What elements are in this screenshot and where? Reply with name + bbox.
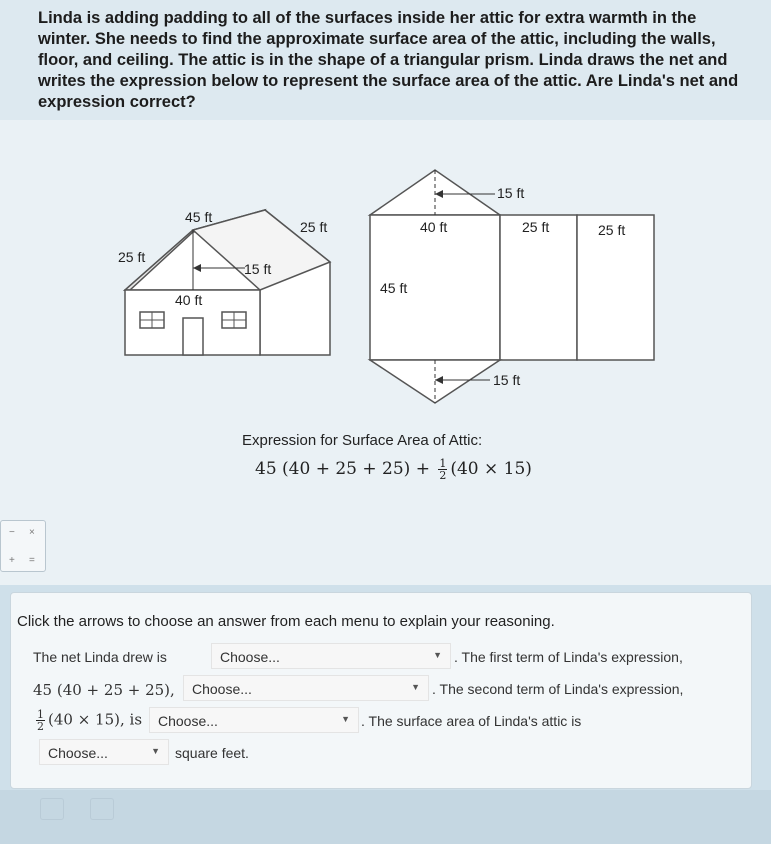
instructions: Click the arrows to choose an answer from each menu to explain your reasoning. bbox=[17, 613, 555, 630]
house-label-45: 45 ft bbox=[185, 209, 213, 225]
house-label-40: 40 ft bbox=[175, 292, 203, 308]
equals-key[interactable]: = bbox=[29, 555, 35, 566]
door bbox=[183, 318, 203, 355]
math-keypad[interactable] bbox=[0, 520, 46, 572]
dropdown-second-term-value: Choose... bbox=[158, 713, 218, 729]
toolbar-button-right[interactable] bbox=[90, 798, 114, 820]
bottom-toolbar bbox=[0, 790, 771, 844]
expression-label: Expression for Surface Area of Attic: bbox=[242, 432, 483, 449]
question-text: Linda is adding padding to all of the surfaces inside her attic for extra warmth in the winter. She needs to find the approximate surface area of the attic, including the walls, floor, and ceiling. The attic is in the shape of a triangular prism. Linda draws the net and writes the expression below to represent the surface area of the attic. Are Linda's net and expression correct? bbox=[0, 0, 771, 120]
dropdown-first-term-value: Choose... bbox=[192, 681, 252, 697]
row3-suffix: . The surface area of Linda's attic is bbox=[361, 713, 582, 729]
house-label-25-right: 25 ft bbox=[300, 219, 328, 235]
row3-math: $\frac{1}{2}$ (40 × 15), is bbox=[37, 708, 143, 733]
toolbar-button-left[interactable] bbox=[40, 798, 64, 820]
net-label-40: 40 ft bbox=[420, 219, 448, 235]
row2-math: 45 (40 + 25 + 25), bbox=[33, 681, 175, 699]
row1-prefix: The net Linda drew is bbox=[33, 649, 167, 665]
row4-suffix: square feet. bbox=[175, 745, 249, 761]
net-face-25-a bbox=[500, 215, 577, 360]
expression bbox=[255, 458, 532, 481]
row2-suffix: . The second term of Linda's expression, bbox=[432, 681, 684, 697]
expression-part1: 45 (40 + 25 + 25) + bbox=[255, 459, 436, 479]
dropdown-net[interactable] bbox=[211, 643, 451, 669]
house-label-15: 15 ft bbox=[244, 261, 272, 277]
net-figure bbox=[370, 170, 654, 403]
dropdown-net-value: Choose... bbox=[220, 649, 280, 665]
net-label-25-a: 25 ft bbox=[522, 219, 550, 235]
net-label-25-b: 25 ft bbox=[598, 222, 626, 238]
net-label-15-top: 15 ft bbox=[497, 185, 525, 201]
expression-fraction: $\frac{1}{2}$ bbox=[439, 457, 447, 482]
times-key[interactable]: × bbox=[29, 527, 35, 538]
expression-part2: (40 × 15) bbox=[450, 459, 532, 479]
row1-suffix: . The first term of Linda's expression, bbox=[454, 649, 683, 665]
chevron-down-icon: ▼ bbox=[411, 682, 420, 692]
net-label-15-bottom: 15 ft bbox=[493, 372, 521, 388]
minus-key[interactable]: − bbox=[9, 527, 15, 538]
dropdown-first-term[interactable] bbox=[183, 675, 429, 701]
dropdown-surface-area[interactable] bbox=[39, 739, 169, 765]
net-label-45: 45 ft bbox=[380, 280, 408, 296]
row3-fraction: $\frac{1}{2}$ bbox=[37, 708, 44, 733]
plus-key[interactable]: + bbox=[9, 555, 15, 566]
dropdown-second-term[interactable] bbox=[149, 707, 359, 733]
house-label-25-left: 25 ft bbox=[118, 249, 146, 265]
chevron-down-icon: ▼ bbox=[433, 650, 442, 660]
dropdown-surface-area-value: Choose... bbox=[48, 745, 108, 761]
figures-svg bbox=[0, 120, 771, 585]
chevron-down-icon: ▼ bbox=[341, 714, 350, 724]
answer-card bbox=[10, 592, 752, 789]
figure-area bbox=[0, 120, 771, 585]
chevron-down-icon: ▼ bbox=[151, 746, 160, 756]
